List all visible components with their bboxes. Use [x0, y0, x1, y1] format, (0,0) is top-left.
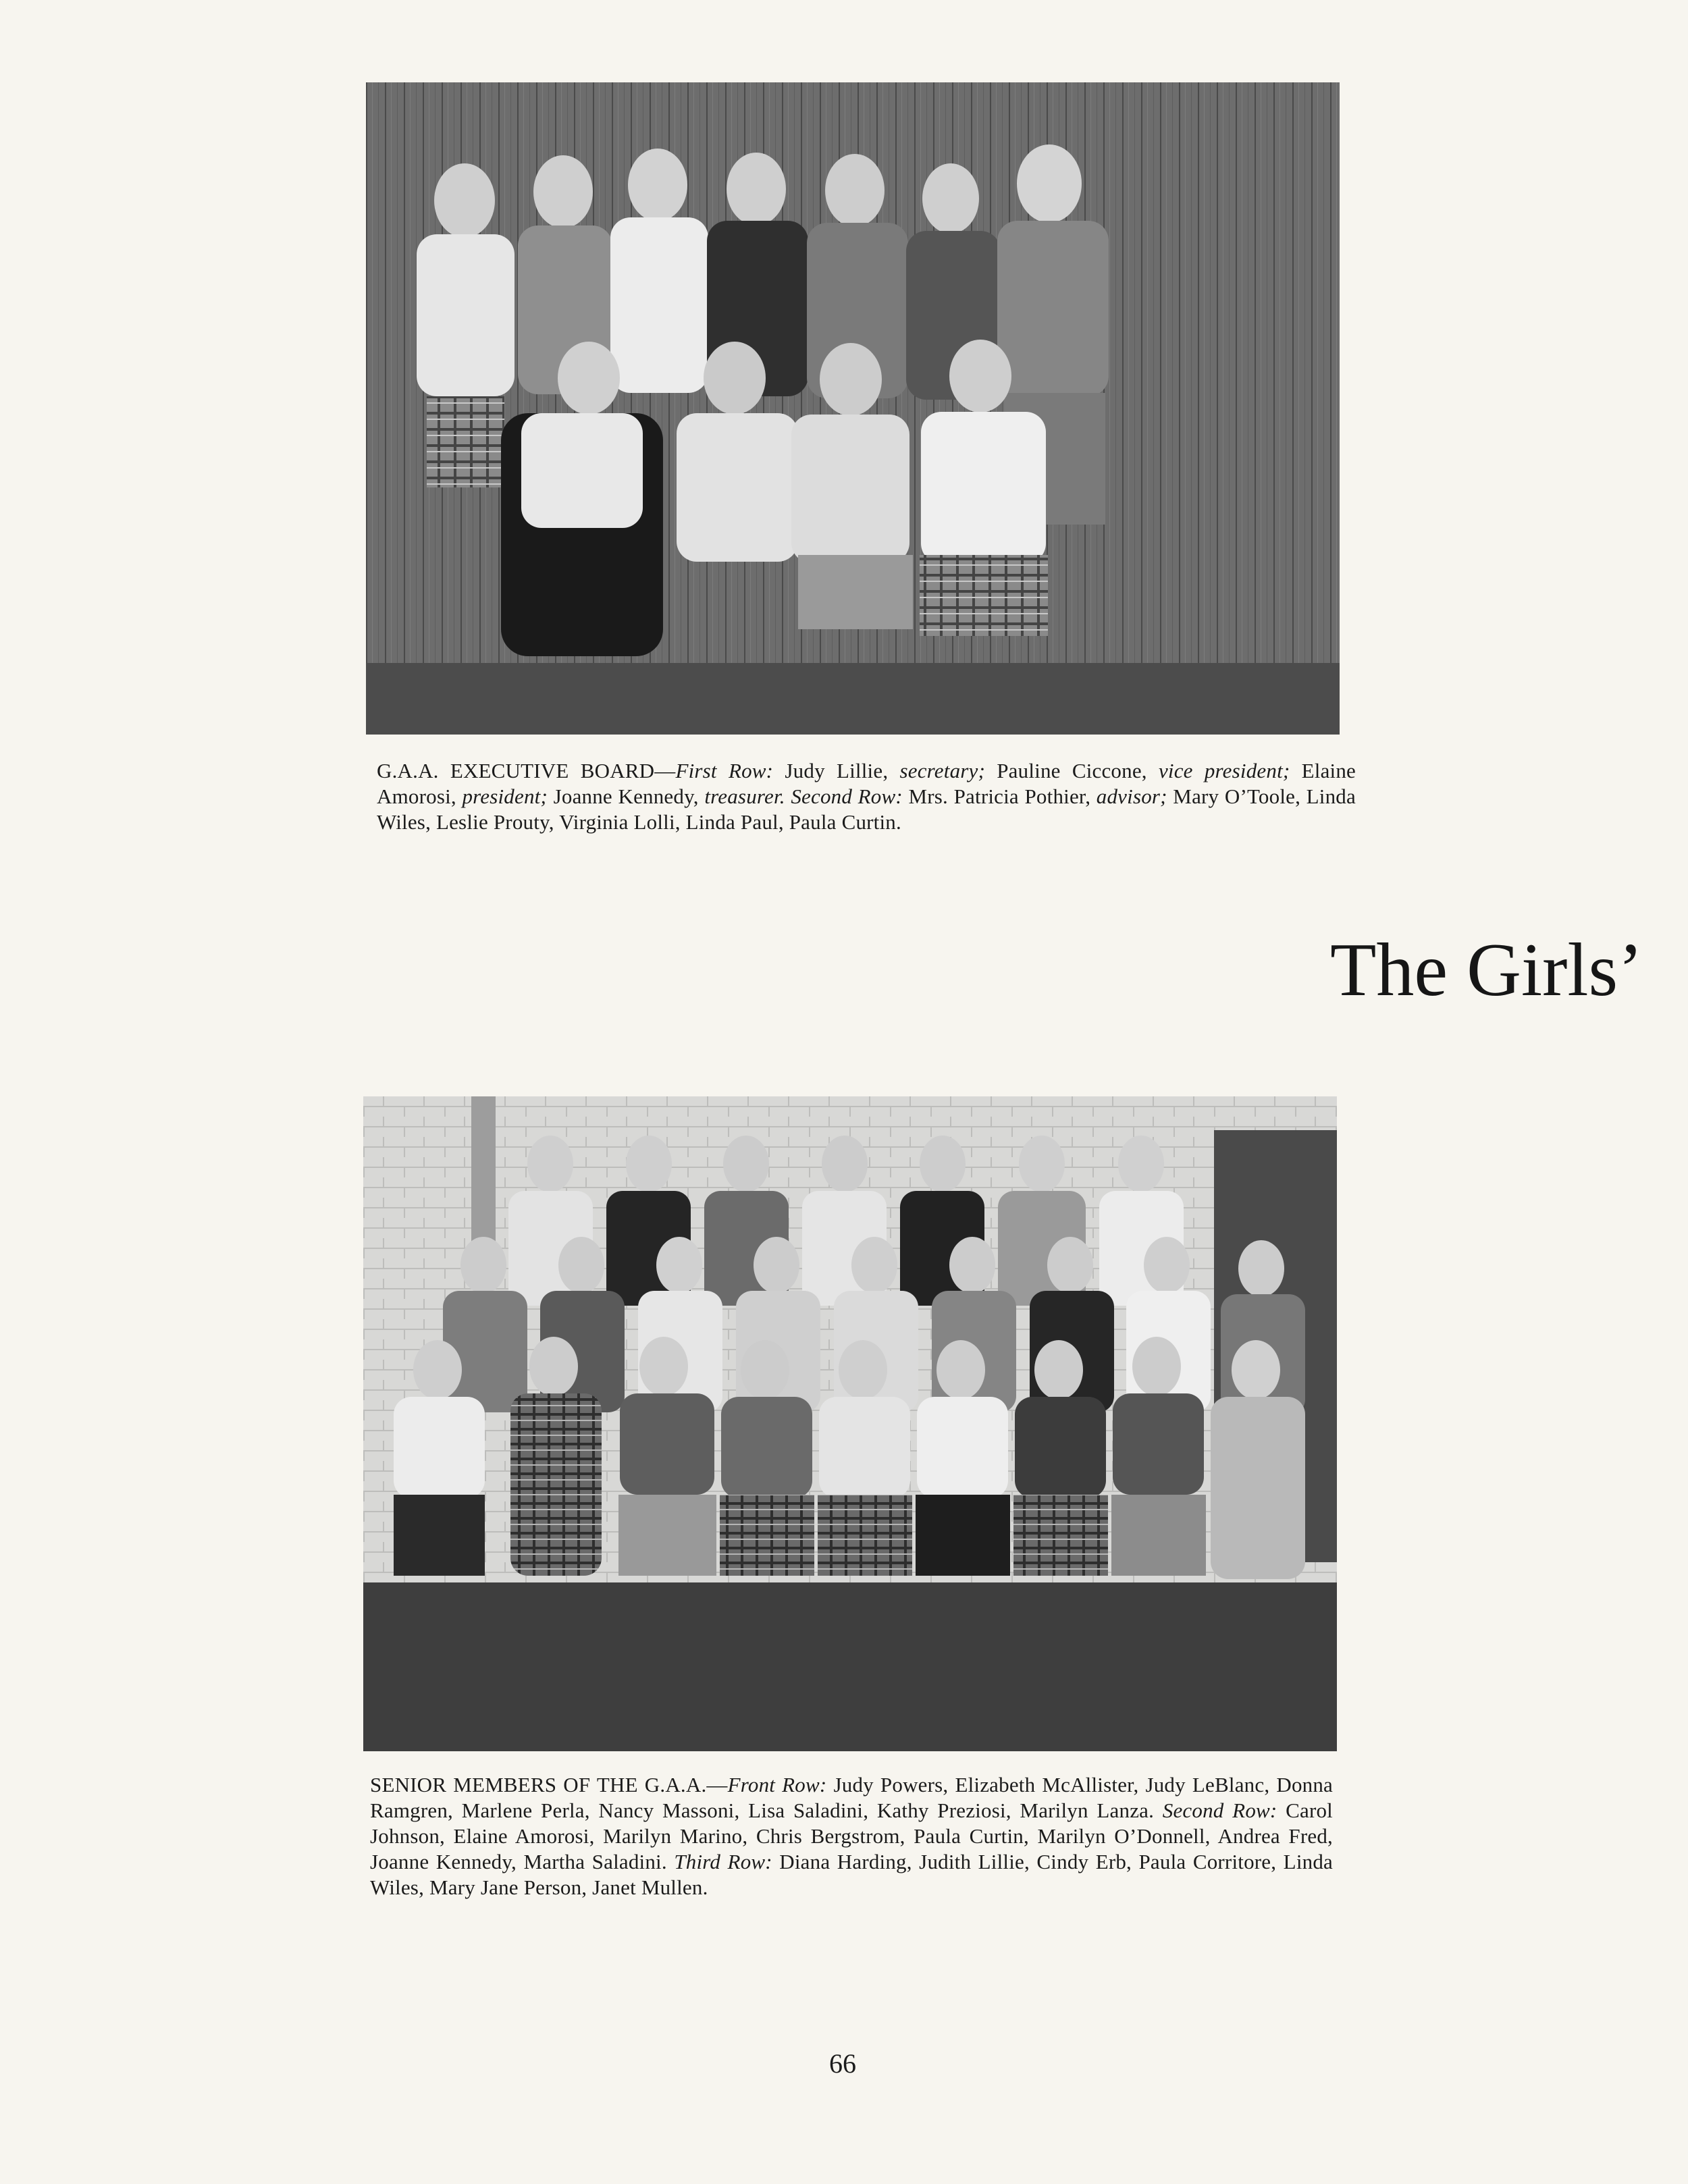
caption-segment-italic: advisor; — [1096, 784, 1167, 808]
caption-segment: Diana Harding, Judith Lillie, Cindy Erb, Paula Corritore, Linda Wiles, Mary Jane Person, Janet Mullen. — [370, 1850, 1333, 1899]
caption-segment: Mary O’Toole, Linda Wiles, Leslie Prouty, Virginia Lolli, Linda Paul, Paula Curtin. — [377, 784, 1356, 834]
caption-segment: Judy Lillie, — [773, 759, 900, 782]
caption-segment-italic: Front Row: — [727, 1773, 827, 1796]
caption-segment: SENIOR MEMBERS OF THE G.A.A.— — [370, 1773, 728, 1796]
caption-segment-italic: secretary; — [899, 759, 986, 782]
executive-board-caption — [377, 758, 1356, 835]
senior-members-caption — [370, 1772, 1333, 1900]
caption-segment: Elaine Amorosi, — [377, 759, 1356, 808]
senior-members-photo — [363, 1096, 1337, 1751]
executive-board-photo — [366, 82, 1340, 735]
caption-segment-italic: vice president; — [1158, 759, 1290, 782]
executive-board-photo-image — [366, 82, 1340, 735]
caption-segment: Judy Powers, Elizabeth McAllister, Judy LeBlanc, Donna Ramgren, Marlene Perla, Nancy Massoni, Lisa Saladini, Kathy Preziosi, Marilyn Lanza. — [370, 1773, 1333, 1822]
caption-segment: Joanne Kennedy, — [548, 784, 705, 808]
caption-segment-italic: treasurer. Second Row: — [704, 784, 903, 808]
caption-segment-italic: Second Row: — [1162, 1799, 1277, 1822]
senior-members-photo-image — [363, 1096, 1337, 1751]
caption-segment: Pauline Ciccone, — [985, 759, 1159, 782]
caption-segment-italic: First Row: — [675, 759, 774, 782]
caption-segment: G.A.A. EXECUTIVE BOARD— — [377, 759, 676, 782]
page-number: 66 — [829, 2048, 856, 2079]
caption-segment-italic: president; — [462, 784, 548, 808]
caption-segment: Carol Johnson, Elaine Amorosi, Marilyn Marino, Chris Bergstrom, Paula Curtin, Marilyn O’Donnell, Andrea Fred, Joanne Kennedy, Martha Saladini. — [370, 1799, 1333, 1873]
section-title: The Girls’ — [1330, 928, 1643, 1012]
caption-segment: Mrs. Patricia Pothier, — [902, 784, 1097, 808]
caption-segment-italic: Third Row: — [674, 1850, 772, 1873]
